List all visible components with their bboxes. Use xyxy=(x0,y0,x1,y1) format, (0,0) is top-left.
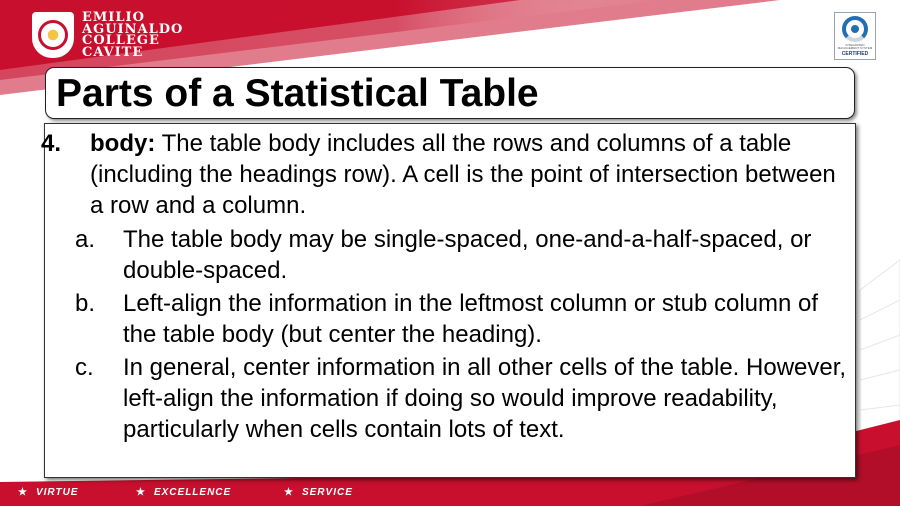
sub-list-letter: b. xyxy=(75,290,96,317)
core-value-service xyxy=(284,487,353,498)
college-name xyxy=(82,12,202,58)
core-value-label: VIRTUE xyxy=(35,487,79,498)
core-value-label: SERVICE xyxy=(301,487,353,498)
sub-list-text: In general, center information in all other cells of the table. However, left-align the information if doing so would improve readability, particularly when cells contain lots of text. xyxy=(123,354,847,443)
list-item-description: The table body includes all the rows and columns of a table (including the headings row). A cell is the point of intersection between a row and a column. xyxy=(90,130,836,219)
college-name-line: AGUINALDO xyxy=(82,21,184,37)
slide-title: Parts of a Statistical Table xyxy=(56,72,539,115)
star-icon: ★ xyxy=(284,487,294,498)
star-icon: ★ xyxy=(18,487,28,498)
list-item-number: 4. xyxy=(41,130,62,157)
slide-title-box xyxy=(45,67,855,119)
sub-list-text: Left-align the information in the leftmost column or stub column of the table body (but center the heading). xyxy=(123,290,819,348)
college-seal-logo xyxy=(30,10,76,60)
core-value-virtue xyxy=(18,487,78,498)
certification-badge xyxy=(834,12,876,60)
college-name-line: CAVITE xyxy=(82,44,144,60)
star-icon: ★ xyxy=(136,487,146,498)
certification-small-text: INTEGRATED MANAGEMENT SYSTEM xyxy=(837,43,873,50)
slide-content-box xyxy=(41,123,856,478)
certification-ring-icon xyxy=(842,16,868,42)
list-item-text xyxy=(90,128,850,221)
core-value-label: EXCELLENCE xyxy=(153,487,232,498)
core-value-excellence xyxy=(136,487,231,498)
college-name-line: COLLEGE xyxy=(82,33,160,48)
sub-list-text: The table body may be single-spaced, one-and-a-half-spaced, or double-spaced. xyxy=(123,226,812,284)
certification-label: CERTIFIED xyxy=(841,51,869,57)
list-item-term: body: xyxy=(90,130,156,157)
college-name-line: EMILIO xyxy=(82,10,145,25)
sub-list-letter: a. xyxy=(75,226,96,253)
sub-list-letter: c. xyxy=(75,354,94,381)
